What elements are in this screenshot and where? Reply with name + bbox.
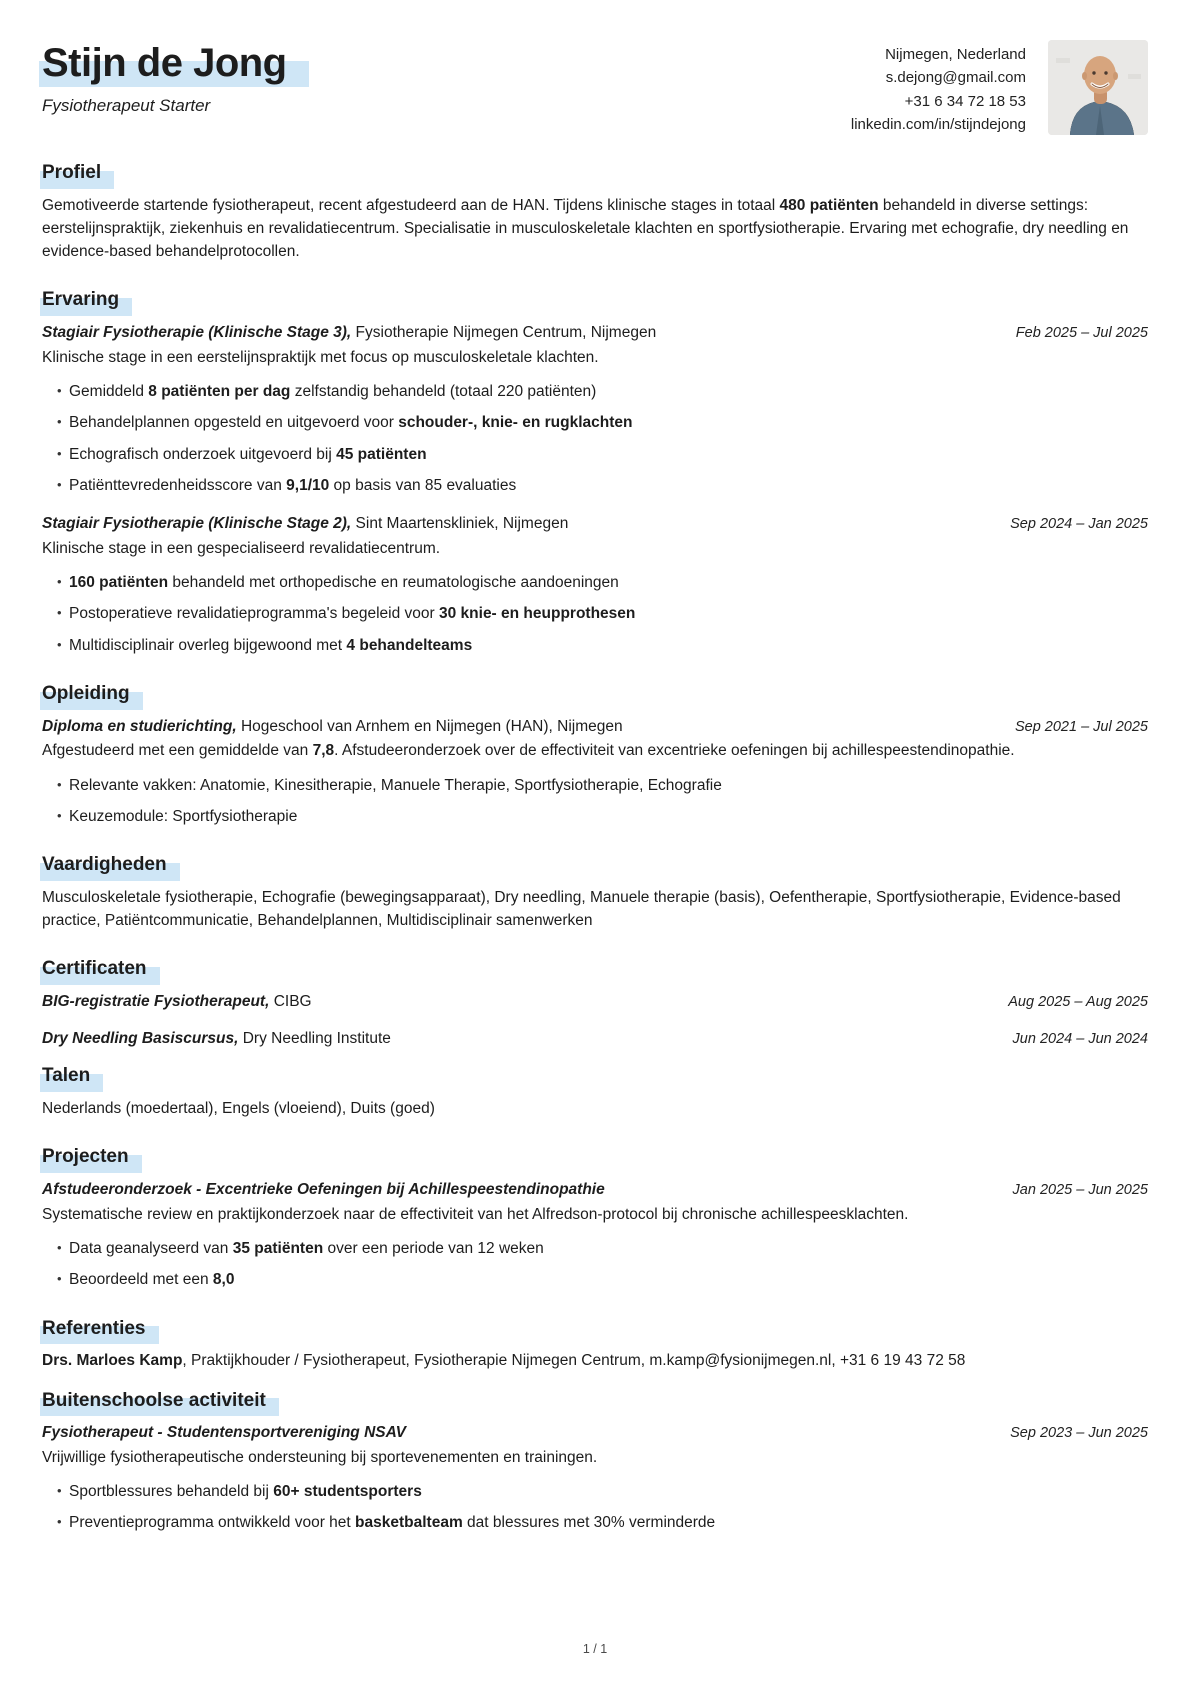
- bullet-item: • Gemiddeld 8 patiënten per dag zelfstandig behandeld (totaal 220 patiënten): [42, 380, 1148, 403]
- header: [42, 40, 1148, 136]
- reference-text: Drs. Marloes Kamp, Praktijkhouder / Fysiotherapeut, Fysiotherapie Nijmegen Centrum, m.kamp@fysionijmegen.nl, +31 6 19 43 72 58: [42, 1352, 966, 1370]
- section-buitenschoolse-activiteit: [42, 1389, 1148, 1535]
- job-title: Fysiotherapeut Starter: [42, 96, 211, 115]
- bullet-item: • Preventieprogramma ontwikkeld voor het basketbalteam dat blessures met 30% verminderde: [42, 1511, 1148, 1534]
- bullet-item: • Data geanalyseerd van 35 patiënten over een periode van 12 weken: [42, 1237, 1148, 1260]
- experience-entry: [42, 321, 1148, 497]
- certificate-entry: [42, 990, 1148, 1014]
- activity-entry: [42, 1421, 1148, 1535]
- skills-text: Musculoskeletale fysiotherapie, Echografie (bewegingsapparaat), Dry needling, Manuele therapie (basis), Oefentherapie, Sportfysiotherapie, Evidence-based practice, Patiëntcommunicatie, Behandelplannen, Multidisciplinair samenwerken: [42, 888, 1121, 929]
- header-left: [42, 40, 287, 119]
- section-profiel: [42, 161, 1148, 263]
- contact-phone: +31 6 34 72 18 53: [904, 92, 1026, 110]
- bullet-item: • Relevante vakken: Anatomie, Kinesitherapie, Manuele Therapie, Sportfysiotherapie, Echografie: [42, 774, 1148, 797]
- section-heading-referenties: Referenties: [42, 1317, 146, 1342]
- entry-title: Diploma en studierichting, Hogeschool van Arnhem en Nijmegen (HAN), Nijmegen: [42, 717, 623, 735]
- entry-date: Sep 2024 – Jan 2025: [1010, 516, 1148, 533]
- page-indicator: 1 / 1: [582, 1642, 608, 1657]
- section-heading-profiel: Profiel: [42, 161, 101, 186]
- section-referenties: [42, 1317, 1148, 1373]
- entry-date: Sep 2023 – Jun 2025: [1010, 1425, 1148, 1442]
- person-name: Stijn de Jong: [42, 41, 287, 85]
- section-vaardigheden: [42, 853, 1148, 932]
- entry-description: Vrijwillige fysiotherapeutische ondersteuning bij sportevenementen en trainingen.: [42, 1448, 598, 1466]
- languages-text: Nederlands (moedertaal), Engels (vloeiend), Duits (goed): [42, 1100, 435, 1118]
- entry-title: Stagiair Fysiotherapie (Klinische Stage 3), Fysiotherapie Nijmegen Centrum, Nijmegen: [42, 324, 657, 342]
- contact-location: Nijmegen, Nederland: [885, 46, 1026, 63]
- section-heading-buitenschools: Buitenschoolse activiteit: [42, 1389, 266, 1414]
- section-heading-certificaten: Certificaten: [42, 957, 147, 982]
- entry-title: Afstudeeronderzoek - Excentrieke Oefeningen bij Achillespeestendinopathie: [42, 1181, 605, 1199]
- section-heading-vaardigheden: Vaardigheden: [42, 853, 167, 878]
- bullet-item: • 160 patiënten behandeld met orthopedische en reumatologische aandoeningen: [42, 571, 1148, 594]
- entry-bullets: [42, 1480, 1148, 1535]
- entry-bullets: [42, 380, 1148, 497]
- contact-email: s.dejong@gmail.com: [885, 69, 1026, 87]
- section-heading-opleiding: Opleiding: [42, 682, 130, 707]
- profile-photo-illustration: [1048, 40, 1148, 135]
- entry-date: Jun 2024 – Jun 2024: [1012, 1030, 1148, 1047]
- section-certificaten: [42, 957, 1148, 1050]
- entry-title: Stagiair Fysiotherapie (Klinische Stage 2), Sint Maartenskliniek, Nijmegen: [42, 515, 569, 533]
- entry-bullets: [42, 571, 1148, 657]
- bullet-item: • Echografisch onderzoek uitgevoerd bij 45 patiënten: [42, 443, 1148, 466]
- entry-date: Sep 2021 – Jul 2025: [1014, 718, 1148, 735]
- section-talen: [42, 1064, 1148, 1120]
- entry-description: Klinische stage in een gespecialiseerd revalidatiecentrum.: [42, 539, 441, 557]
- entry-description: Systematische review en praktijkonderzoek naar de effectiviteit van het Alfredson-protocol bij chronische achillespeesklachten.: [42, 1205, 909, 1223]
- bullet-item: • Sportblessures behandeld bij 60+ studentsporters: [42, 1480, 1148, 1503]
- entry-date: Jan 2025 – Jun 2025: [1012, 1182, 1148, 1199]
- contact-linkedin: linkedin.com/in/stijndejong: [850, 115, 1026, 133]
- experience-entry: [42, 512, 1148, 657]
- bullet-item: • Behandelplannen opgesteld en uitgevoerd voor schouder-, knie- en rugklachten: [42, 411, 1148, 434]
- profile-text: Gemotiveerde startende fysiotherapeut, recent afgestudeerd aan de HAN. Tijdens klinische stages in totaal 480 patiënten behandeld in diverse settings: eerstelijnspraktijk, ziekenhuis en revalidatiecentrum. Specialisatie in musculoskeletale klachten en sportfysiotherapie. Ervaring met echografie, dry needling en evidence-based behandelprotocollen.: [42, 196, 1129, 261]
- contact-block: [851, 43, 1026, 136]
- section-heading-projecten: Projecten: [42, 1145, 129, 1170]
- section-opleiding: [42, 682, 1148, 828]
- bullet-item: • Beoordeeld met een 8,0: [42, 1268, 1148, 1291]
- section-ervaring: [42, 288, 1148, 656]
- entry-description: Afgestudeerd met een gemiddelde van 7,8. Afstudeeronderzoek over de effectiviteit van excentrieke oefeningen bij achillespeestendinopathie.: [42, 742, 1015, 760]
- bullet-item: • Patiënttevredenheidsscore van 9,1/10 op basis van 85 evaluaties: [42, 474, 1148, 497]
- bullet-item: • Multidisciplinair overleg bijgewoond met 4 behandelteams: [42, 634, 1148, 657]
- entry-title: BIG-registratie Fysiotherapeut, CIBG: [42, 992, 312, 1010]
- entry-title: Dry Needling Basiscursus, Dry Needling Institute: [42, 1029, 391, 1047]
- entry-title: Fysiotherapeut - Studentensportvereniging NSAV: [42, 1424, 407, 1442]
- bullet-item: • Keuzemodule: Sportfysiotherapie: [42, 805, 1148, 828]
- section-heading-ervaring: Ervaring: [42, 288, 119, 313]
- profile-photo: [1048, 40, 1148, 135]
- entry-description: Klinische stage in een eerstelijnspraktijk met focus op musculoskeletale klachten.: [42, 348, 599, 366]
- header-right: [851, 40, 1148, 136]
- education-entry: [42, 715, 1148, 829]
- entry-bullets: [42, 774, 1148, 829]
- bullet-item: • Postoperatieve revalidatieprogramma's begeleid voor 30 knie- en heupprothesen: [42, 602, 1148, 625]
- entry-date: Aug 2025 – Aug 2025: [1008, 993, 1148, 1010]
- entry-bullets: [42, 1237, 1148, 1292]
- section-heading-talen: Talen: [42, 1064, 90, 1089]
- project-entry: [42, 1178, 1148, 1292]
- certificate-entry: [42, 1027, 1148, 1051]
- entry-date: Feb 2025 – Jul 2025: [1015, 325, 1148, 342]
- section-projecten: [42, 1145, 1148, 1291]
